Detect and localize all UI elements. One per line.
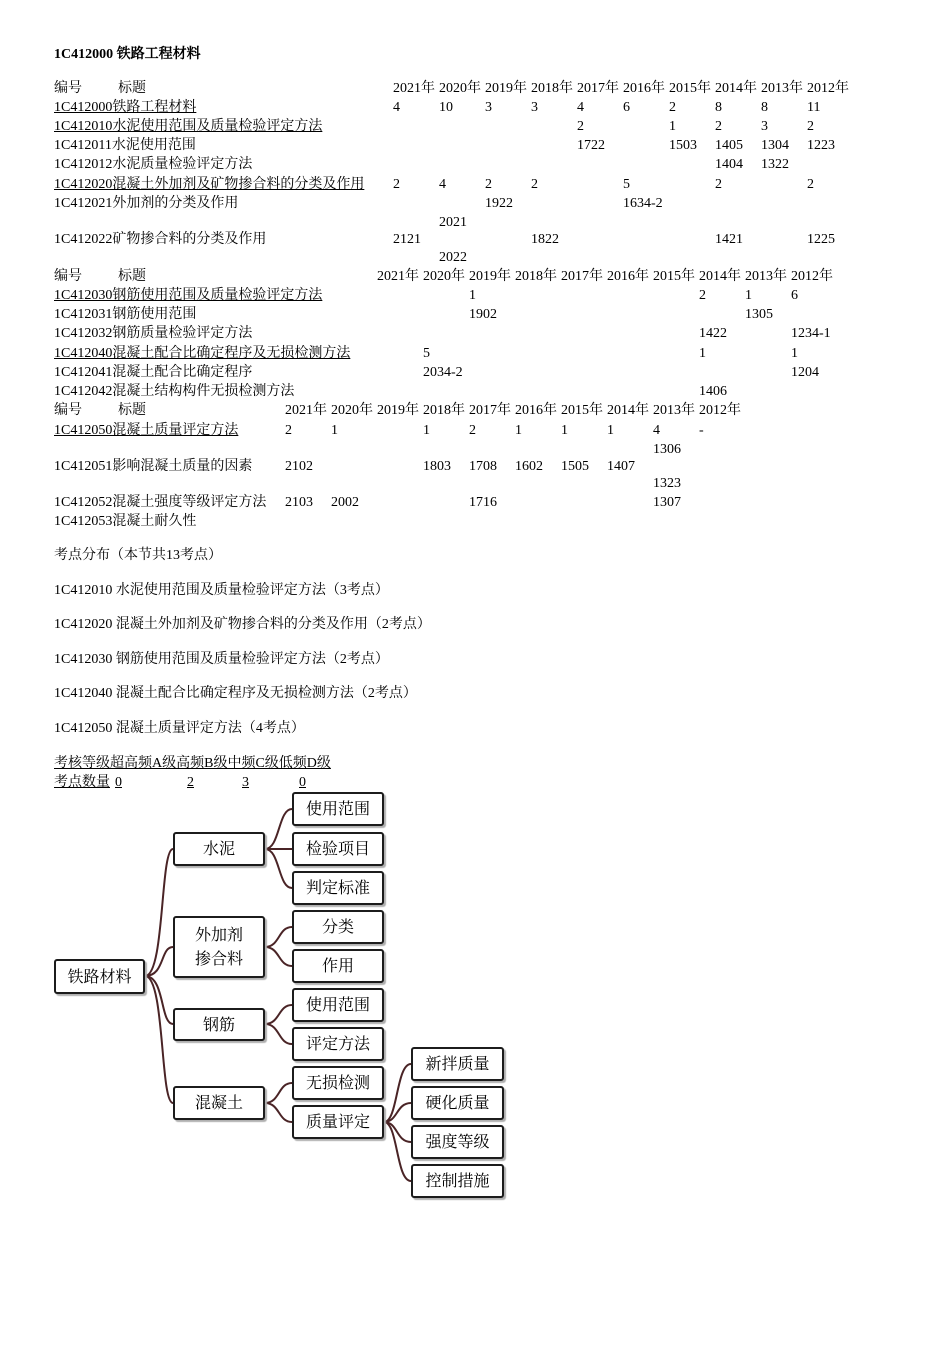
distribution-item: 1C412030 钢筋使用范围及质量检验评定方法（2考点） (54, 652, 389, 667)
table-cell: 1505 (561, 459, 589, 474)
table-cell: 4 (439, 177, 446, 192)
table-cell: 2 (807, 177, 814, 192)
table-cell: 2103 (285, 495, 313, 510)
table-cell: 1634-2 (623, 196, 663, 211)
mindmap-leaf: 新拌质量 (411, 1047, 504, 1081)
table-cell: 4 (577, 100, 584, 115)
table-cell: 1722 (577, 138, 605, 153)
row-label: 1C412021外加剂的分类及作用 (54, 196, 239, 211)
mindmap-leaf: 使用范围 (292, 792, 384, 826)
table-cell: 1404 (715, 157, 743, 172)
header-year: 2012年 (807, 81, 849, 96)
table-cell: 1922 (485, 196, 513, 211)
row-label: 1C412032钢筋质量检验评定方法 (54, 326, 253, 341)
mindmap-node-cement: 水泥 (173, 832, 265, 866)
table-cell: 1 (791, 346, 798, 361)
header-year: 2013年 (745, 269, 787, 284)
table-cell: 1422 (699, 326, 727, 341)
table-cell: 2 (669, 100, 676, 115)
row-label: 1C412052混凝土强度等级评定方法 (54, 495, 267, 510)
row-label: 1C412011水泥使用范围 (54, 138, 196, 153)
header-year: 2019年 (377, 403, 419, 418)
table-cell: 1716 (469, 495, 497, 510)
header-code: 编号 (54, 403, 82, 418)
header-year: 2015年 (669, 81, 711, 96)
table-cell: 1 (561, 423, 568, 438)
table-cell: 1503 (669, 138, 697, 153)
admixture-label-line2: 掺合料 (194, 949, 243, 968)
table-cell: 6 (791, 288, 798, 303)
table-cell: 1407 (607, 459, 635, 474)
table-cell: 2 (285, 423, 292, 438)
table-cell: 1822 (531, 232, 559, 247)
table-cell-extra: 2021 (439, 215, 467, 230)
header-year: 2012年 (699, 403, 741, 418)
mindmap-leaf: 评定方法 (292, 1027, 384, 1061)
mindmap-leaf: 使用范围 (292, 988, 384, 1022)
header-year: 2013年 (761, 81, 803, 96)
table-cell: 1 (669, 119, 676, 134)
level-count: 0 (299, 775, 306, 790)
header-year: 2021年 (377, 269, 419, 284)
section-link[interactable]: 1C412050混凝土质量评定方法 (54, 423, 239, 438)
header-year: 2018年 (423, 403, 465, 418)
table-cell: 1708 (469, 459, 497, 474)
row-label: 1C412053混凝土耐久性 (54, 514, 197, 529)
mindmap-root: 铁路材料 (54, 959, 145, 994)
table-cell: - (699, 423, 704, 438)
table-cell: 3 (761, 119, 768, 134)
header-code: 编号 (54, 81, 82, 96)
distribution-item: 1C412020 混凝土外加剂及矿物掺合料的分类及作用（2考点） (54, 617, 431, 632)
section-link[interactable]: 1C412030钢筋使用范围及质量检验评定方法 (54, 288, 323, 303)
header-year: 2015年 (653, 269, 695, 284)
header-year: 2017年 (561, 269, 603, 284)
header-year: 2016年 (623, 81, 665, 96)
header-year: 2016年 (607, 269, 649, 284)
header-year: 2014年 (607, 403, 649, 418)
mindmap-leaf: 作用 (292, 949, 384, 983)
table-cell: 3 (531, 100, 538, 115)
table-cell: 4 (393, 100, 400, 115)
header-year: 2014年 (699, 269, 741, 284)
section-link[interactable]: 1C412010水泥使用范围及质量检验评定方法 (54, 119, 323, 134)
table-cell: 1223 (807, 138, 835, 153)
header-year: 2014年 (715, 81, 757, 96)
table-cell: 8 (761, 100, 768, 115)
table-cell: 2034-2 (423, 365, 463, 380)
header-year: 2018年 (515, 269, 557, 284)
table-cell-extra: 1323 (653, 476, 681, 491)
table-cell: 1 (515, 423, 522, 438)
mindmap-node-quality: 质量评定 (292, 1105, 384, 1139)
table-cell: 2002 (331, 495, 359, 510)
level-count: 2 (187, 775, 194, 790)
table-cell: 2 (393, 177, 400, 192)
header-year: 2013年 (653, 403, 695, 418)
header-year: 2020年 (331, 403, 373, 418)
header-year: 2019年 (485, 81, 527, 96)
level-count-label: 考点数量 (54, 775, 110, 790)
table-cell: 2 (715, 177, 722, 192)
row-label: 1C412041混凝土配合比确定程序 (54, 365, 253, 380)
distribution-heading: 考点分布（本节共13考点） (54, 548, 222, 563)
table-cell: 1405 (715, 138, 743, 153)
mindmap-node-admixture (173, 916, 265, 978)
table-cell: 5 (423, 346, 430, 361)
row-label: 1C412031钢筋使用范围 (54, 307, 197, 322)
table-cell: 1 (607, 423, 614, 438)
header-year: 2017年 (577, 81, 619, 96)
row-label: 1C412012水泥质量检验评定方法 (54, 157, 253, 172)
table-cell: 1234-1 (791, 326, 831, 341)
table-cell: 1 (469, 288, 476, 303)
table-cell: 2121 (393, 232, 421, 247)
table-cell: 1322 (761, 157, 789, 172)
table-cell: 2 (531, 177, 538, 192)
header-year: 2015年 (561, 403, 603, 418)
table-cell: 6 (623, 100, 630, 115)
table-cell: 1307 (653, 495, 681, 510)
mindmap-leaf: 强度等级 (411, 1125, 504, 1159)
mindmap-leaf: 无损检测 (292, 1066, 384, 1100)
table-cell: 1602 (515, 459, 543, 474)
table-cell: 1 (699, 346, 706, 361)
section-link[interactable]: 1C412020混凝土外加剂及矿物掺合料的分类及作用 (54, 177, 365, 192)
mindmap-leaf: 控制措施 (411, 1164, 504, 1198)
header-code: 编号 (54, 269, 82, 284)
table-cell: 1803 (423, 459, 451, 474)
mindmap-leaf: 检验项目 (292, 832, 384, 866)
table-cell: 2 (715, 119, 722, 134)
table-cell: 3 (485, 100, 492, 115)
header-year: 2021年 (285, 403, 327, 418)
header-year: 2020年 (439, 81, 481, 96)
table-cell: 5 (623, 177, 630, 192)
table-cell: 2 (699, 288, 706, 303)
table-cell: 1304 (761, 138, 789, 153)
table-cell: 1 (423, 423, 430, 438)
table-cell: 1225 (807, 232, 835, 247)
table-cell: 8 (715, 100, 722, 115)
table-cell-extra: 2022 (439, 250, 467, 265)
mindmap-leaf: 分类 (292, 910, 384, 944)
header-title: 标题 (118, 403, 146, 418)
mindmap-leaf: 硬化质量 (411, 1086, 504, 1120)
table-cell: 2 (469, 423, 476, 438)
distribution-item: 1C412040 混凝土配合比确定程序及无损检测方法（2考点） (54, 686, 417, 701)
distribution-item: 1C412050 混凝土质量评定方法（4考点） (54, 721, 305, 736)
header-title: 标题 (118, 81, 146, 96)
table-cell: 2 (577, 119, 584, 134)
header-year: 2016年 (515, 403, 557, 418)
row-label: 1C412042混凝土结构构件无损检测方法 (54, 384, 295, 399)
table-cell: 2 (485, 177, 492, 192)
section-link[interactable]: 1C412000铁路工程材料 (54, 100, 197, 115)
table-cell-extra: 1306 (653, 442, 681, 457)
admixture-label-line1: 外加剂 (194, 925, 243, 944)
mindmap-node-concrete: 混凝土 (173, 1086, 265, 1120)
table-cell: 4 (653, 423, 660, 438)
level-count: 3 (242, 775, 249, 790)
table-cell: 1406 (699, 384, 727, 399)
header-year: 2019年 (469, 269, 511, 284)
table-cell: 2 (807, 119, 814, 134)
header-year: 2020年 (423, 269, 465, 284)
table-cell: 10 (439, 100, 453, 115)
table-cell: 1305 (745, 307, 773, 322)
table-cell: 1421 (715, 232, 743, 247)
header-title: 标题 (118, 269, 146, 284)
mindmap-node-steel: 钢筋 (173, 1008, 265, 1041)
row-label: 1C412022矿物掺合料的分类及作用 (54, 232, 267, 247)
table-cell: 1 (331, 423, 338, 438)
mindmap-leaf: 判定标准 (292, 871, 384, 905)
table-cell: 1902 (469, 307, 497, 322)
table-cell: 11 (807, 100, 821, 115)
header-year: 2012年 (791, 269, 833, 284)
page-title: 1C412000 铁路工程材料 (54, 47, 201, 62)
distribution-item: 1C412010 水泥使用范围及质量检验评定方法（3考点） (54, 583, 389, 598)
section-link[interactable]: 1C412040混凝土配合比确定程序及无损检测方法 (54, 346, 351, 361)
level-count: 0 (115, 775, 122, 790)
level-header: 考核等级超高频A级高频B级中频C级低频D级 (54, 756, 331, 771)
table-cell: 1 (745, 288, 752, 303)
header-year: 2017年 (469, 403, 511, 418)
table-cell: 1204 (791, 365, 819, 380)
header-year: 2021年 (393, 81, 435, 96)
row-label: 1C412051影响混凝土质量的因素 (54, 459, 253, 474)
header-year: 2018年 (531, 81, 573, 96)
table-cell: 2102 (285, 459, 313, 474)
